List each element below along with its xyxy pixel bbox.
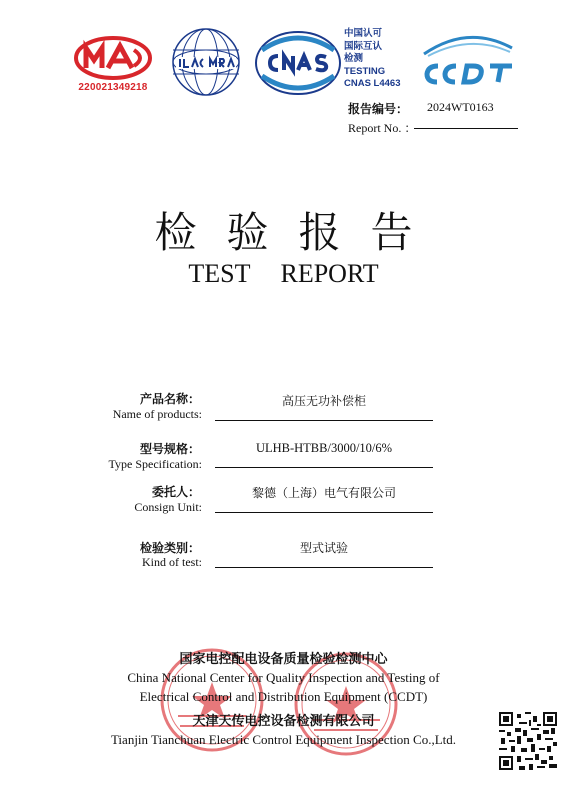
field-label-cn-consign: 委托人：	[151, 485, 200, 499]
field-value-type: ULHB-HTBB/3000/10/6%	[255, 441, 393, 455]
field-label-cn-kind: 检验类别：	[139, 541, 200, 555]
field-underline	[215, 467, 433, 468]
field-underline	[215, 567, 433, 568]
cma-mark-icon	[74, 36, 152, 80]
field-value-product: 高压无功补偿柜	[281, 394, 366, 408]
field-underline	[215, 420, 433, 421]
center-name-cn: 国家电控配电设备质量检验检测中心	[179, 652, 388, 667]
field-label-en-product: Name of products:	[112, 407, 202, 421]
field-underline	[215, 512, 433, 513]
field-label-cn-product: 产品名称：	[139, 392, 200, 406]
center-name-en-line1: China National Center for Quality Inspection and Testing of	[127, 670, 440, 685]
company-name-cn: 天津天传电控设备检测有限公司	[192, 714, 375, 729]
field-label-en-kind: Kind of test:	[142, 555, 202, 569]
field-value-kind: 型式试验	[299, 541, 348, 555]
cnas-accreditation-text: 中国认可 国际互认 检测 TESTING CNAS L4463	[344, 28, 401, 90]
field-value-consign: 黎德（上海）电气有限公司	[251, 486, 396, 500]
qr-code-icon	[499, 712, 557, 770]
title-cn: 检验报告	[154, 208, 443, 257]
ccdt-logo-icon	[418, 30, 518, 98]
report-no-value: 2024WT0163	[427, 100, 494, 114]
title-en: TEST REPORT	[188, 259, 379, 288]
ilac-mra-logo-icon	[170, 26, 242, 98]
cma-number: 220021349218	[78, 82, 148, 93]
cma-logo	[68, 30, 158, 100]
report-no-underline	[414, 128, 518, 129]
center-name-en-line2: Electrical Control and Distribution Equipment (CCDT)	[139, 689, 428, 704]
field-label-en-type: Type Specification:	[108, 457, 202, 471]
field-label-en-consign: Consign Unit:	[134, 500, 202, 514]
report-no-label-en: Report No. ：	[348, 121, 417, 135]
report-no-label-cn: 报告编号：	[348, 102, 409, 116]
company-name-en: Tianjin Tianchuan Electric Control Equipment Inspection Co.,Ltd.	[110, 732, 457, 747]
field-label-cn-type: 型号规格：	[139, 442, 200, 456]
cnas-logo-icon	[254, 30, 342, 96]
